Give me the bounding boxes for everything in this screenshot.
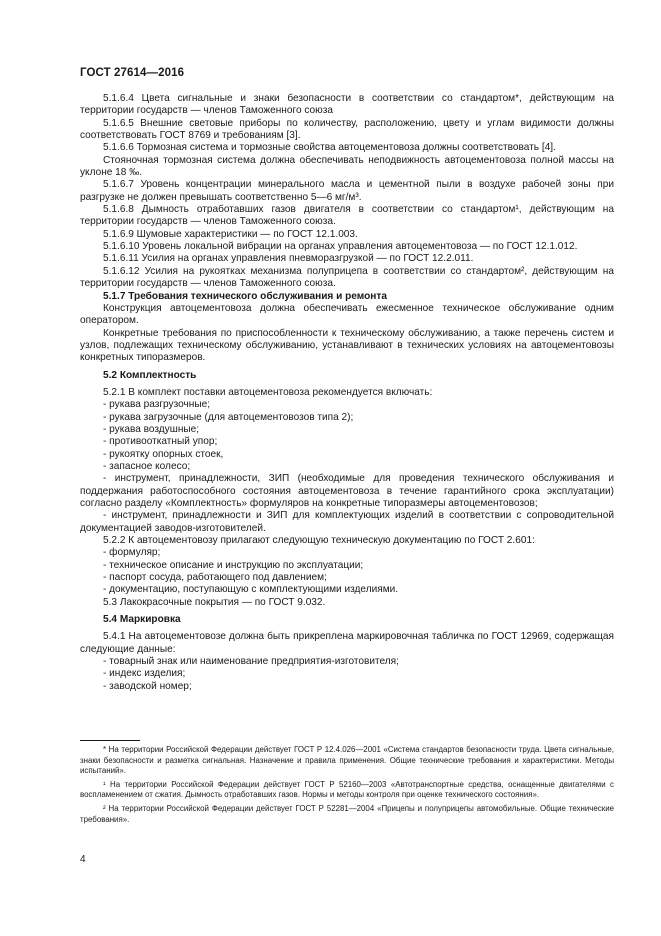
paragraph-5-1-6-4: 5.1.6.4 Цвета сигнальные и знаки безопасности в соответствии со стандартом*, действующим на территории государств — членов Таможенного союза: [80, 93, 614, 117]
paragraph-5-1-6-11: 5.1.6.11 Усилия на органах управления пневморазгрузкой — по ГОСТ 12.2.011.: [103, 253, 474, 265]
paragraph-5-1-6-6: 5.1.6.6 Тормозная система и тормозные свойства автоцементовоза должны соответствовать [4].: [103, 142, 556, 154]
list-item: - заводской номер;: [103, 680, 192, 692]
paragraph-parking-brake: Стояночная тормозная система должна обеспечивать неподвижность автоцементовоза полной массы на уклоне 18 ‰.: [80, 154, 614, 179]
paragraph-5-2-2: 5.2.2 К автоцементовозу прилагают следующую техническую документацию по ГОСТ 2.601:: [103, 535, 535, 547]
list-item: - инструмент, принадлежности и ЗИП для комплектующих изделий в соответствии с сопроводительной документацией заводов-изготовителей.: [80, 510, 614, 534]
list-item: - паспорт сосуда, работающего под давлением;: [103, 572, 327, 584]
paragraph-5-2-1: 5.2.1 В комплект поставки автоцементовоза рекомендуется включать:: [103, 386, 433, 398]
heading-5-1-7: 5.1.7 Требования технического обслуживания и ремонта: [103, 290, 387, 302]
list-item: - документацию, поступающую с комплектующими изделиями.: [103, 584, 399, 596]
list-item: - инструмент, принадлежности, ЗИП (необходимые для проведения технического обслуживания и поддержания работоспособного состояния автоцементовоза в течение гарантийного срока эксплуатации) согласно разделу «Комплектность» формуляров на конкретные типоразмеры автоцементовозов;: [80, 473, 614, 509]
list-item: - рукава загрузочные (для автоцементовозов типа 2);: [103, 411, 354, 423]
footnotes: [80, 745, 614, 828]
list-item: - рукоятку опорных стоек,: [103, 448, 224, 460]
document-header: ГОСТ 27614—2016: [80, 67, 185, 79]
list-item: - формуляр;: [103, 547, 161, 559]
list-item: - рукава воздушные;: [103, 423, 200, 435]
paragraph-5-4-1: 5.4.1 На автоцементовозе должна быть прикреплена маркировочная табличка по ГОСТ 12969, содержащая следующие данные:: [80, 631, 614, 655]
page-number: 4: [80, 854, 86, 865]
list-item: - противооткатный упор;: [103, 436, 218, 448]
list-item: - товарный знак или наименование предприятия-изготовителя;: [103, 656, 399, 668]
footnote-2: ² На территории Российской Федерации действует ГОСТ Р 52281—2004 «Прицепы и полуприцепы автомобильные. Общие технические требования».: [80, 803, 614, 824]
list-item: - индекс изделия;: [103, 668, 186, 680]
footnote-separator: [80, 740, 140, 741]
paragraph-5-1-6-5: 5.1.6.5 Внешние световые приборы по количеству, расположению, цвету и углам видимости должны соответствовать ГОСТ 8769 и требованиям [3].: [80, 117, 614, 142]
paragraph-5-1-6-9: 5.1.6.9 Шумовые характеристики — по ГОСТ 12.1.003.: [103, 228, 358, 240]
footnote-asterisk: * На территории Российской Федерации действует ГОСТ Р 12.4.026—2001 «Система стандартов безопасности труда. Цвета сигнальные, знаки безопасности и разметка сигнальная. Назначение и правила применения. Общие технические требования и характеристики. Методы испытаний».: [80, 745, 614, 776]
heading-5-2: 5.2 Комплектность: [103, 369, 197, 381]
paragraph-5-1-6-8: 5.1.6.8 Дымность отработавших газов двигателя в соответствии со стандартом¹, действующим на территории государств — членов Таможенного союза.: [80, 204, 614, 228]
document-body: [80, 93, 614, 693]
paragraph-5-1-6-7: 5.1.6.7 Уровень концентрации минерального масла и цементной пыли в воздухе рабочей зоны при разгрузке не должен превышать соответственно 5—6 мг/м³.: [80, 179, 614, 203]
list-item: - рукава разгрузочные;: [103, 399, 211, 411]
paragraph-5-1-6-12: 5.1.6.12 Усилия на рукоятках механизма полуприцепа в соответствии со стандартом², действующим на территории государств — членов Таможенного союза.: [80, 265, 614, 290]
list-item: - техническое описание и инструкцию по эксплуатации;: [103, 559, 364, 571]
list-item: - запасное колесо;: [103, 460, 191, 472]
footnote-1: ¹ На территории Российской Федерации действует ГОСТ Р 52160—2003 «Автотранспортные средства, оснащенные двигателями с воспламенением от сжатия. Дымность отработавших газов. Нормы и методы контроля при оценке технического состояния».: [80, 779, 614, 800]
paragraph-maintenance-1: Конструкция автоцементовоза должна обеспечивать ежесменное техническое обслуживание одним оператором.: [80, 302, 614, 327]
paragraph-5-3: 5.3 Лакокрасочные покрытия — по ГОСТ 9.032.: [103, 596, 326, 608]
heading-5-4: 5.4 Маркировка: [103, 614, 181, 626]
paragraph-maintenance-2: Конкретные требования по приспособленности к техническому обслуживанию, а также перечень систем и узлов, подлежащих техническому обслуживанию, устанавливают в технических условиях на автоцементовозы конкретных типоразмеров.: [80, 327, 614, 364]
paragraph-5-1-6-10: 5.1.6.10 Уровень локальной вибрации на органах управления автоцементовоза — по ГОСТ 12.1.012.: [103, 241, 578, 253]
